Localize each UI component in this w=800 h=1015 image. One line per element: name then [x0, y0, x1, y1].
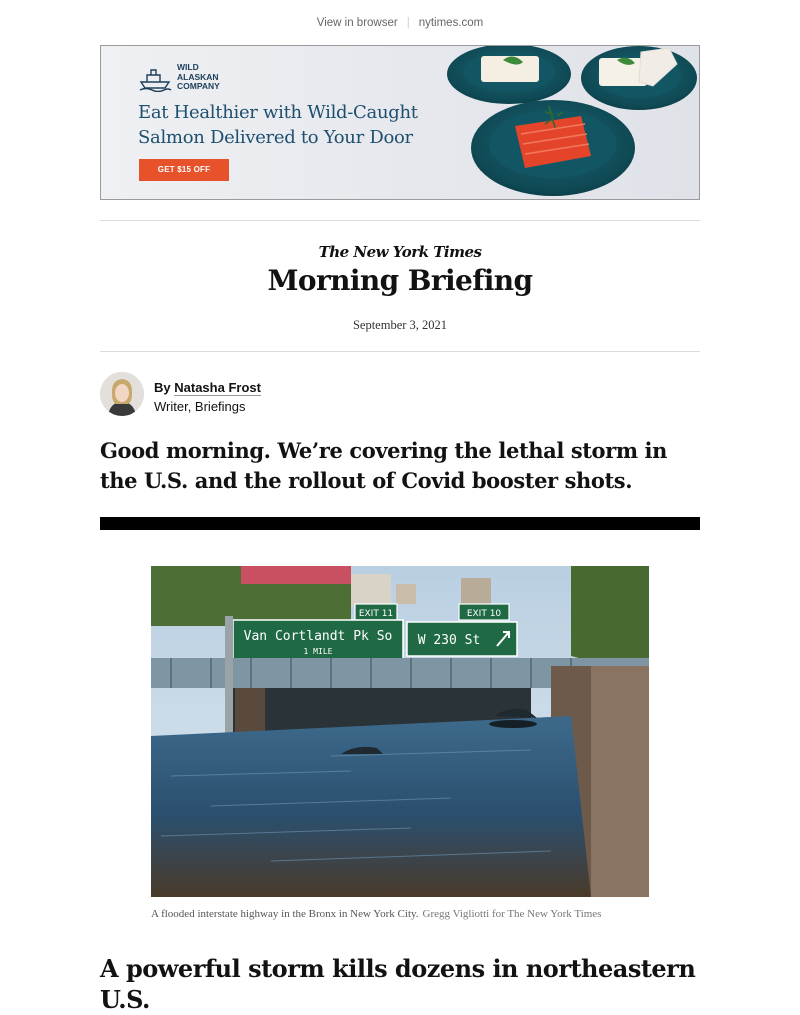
- flood-photo[interactable]: [151, 566, 649, 897]
- divider-masthead: [100, 351, 700, 352]
- sign-right-text: W 230 St: [417, 633, 481, 648]
- caption-text: A flooded interstate highway in the Bronx in New York City.: [151, 908, 419, 920]
- sign-left-text: Van Cortlandt Pk So: [243, 629, 393, 644]
- ad-cta-button[interactable]: GET $15 OFF: [139, 159, 229, 181]
- view-in-browser-link[interactable]: View in browser: [316, 17, 398, 29]
- newsletter-title: Morning Briefing: [267, 264, 533, 297]
- author-link[interactable]: Natasha Frost: [174, 380, 261, 395]
- nyt-logo[interactable]: The New York Times: [318, 243, 482, 261]
- story-headline[interactable]: A powerful storm kills dozens in northeastern U.S.: [100, 954, 696, 1014]
- issue-date: September 3, 2021: [352, 318, 448, 332]
- author-avatar: [100, 372, 144, 416]
- divider-top: [100, 220, 700, 221]
- section-divider-bar: [100, 517, 700, 530]
- ad-banner[interactable]: [100, 45, 700, 200]
- preheader-links: [0, 17, 800, 29]
- nytimes-link[interactable]: nytimes.com: [418, 17, 484, 29]
- photo-caption: [151, 907, 649, 921]
- salmon-plates-image: [441, 46, 699, 199]
- ship-logo-icon: [138, 62, 172, 92]
- sign-exit-right: EXIT 10: [466, 609, 502, 619]
- lede-text: Good morning. We’re covering the lethal storm in the U.S. and the rollout of Covid booster shots.: [100, 438, 668, 493]
- author-role: Writer, Briefings: [154, 399, 246, 414]
- ad-brand-name: WILD ALASKAN COMPANY: [177, 62, 220, 91]
- sign-exit-left: EXIT 11: [358, 609, 394, 619]
- link-separator: |: [406, 17, 410, 29]
- byline-prefix: By: [154, 380, 171, 395]
- ad-headline: Eat Healthier with Wild-Caught Salmon Delivered to Your Door: [138, 102, 418, 148]
- byline: [154, 380, 261, 395]
- photo-credit: Gregg Vigliotti for The New York Times: [422, 908, 602, 920]
- flooded-highway-image: [151, 566, 649, 897]
- sign-left-sub: 1 MILE: [303, 647, 333, 656]
- author-portrait-icon: [100, 372, 144, 416]
